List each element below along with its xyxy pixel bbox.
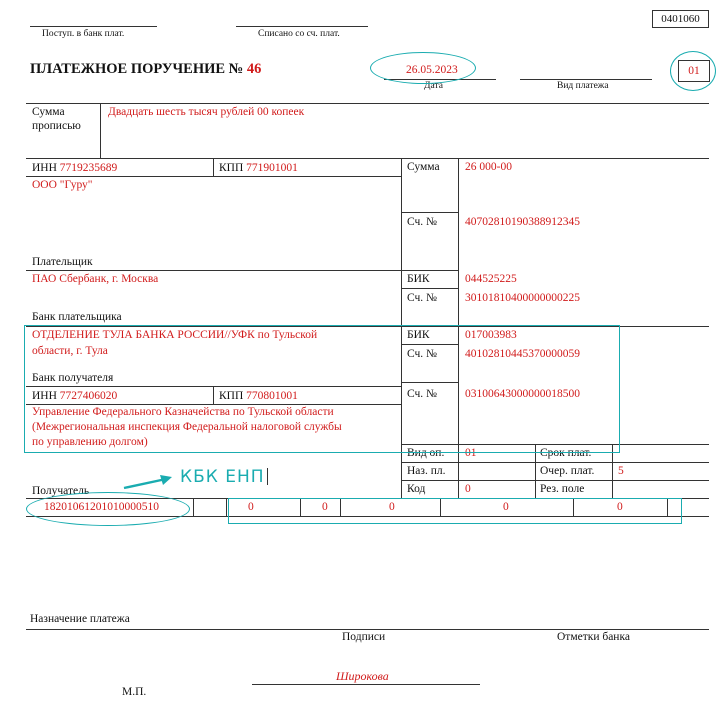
payer-bank-bik-value: 044525225 (465, 273, 517, 285)
grid-line (26, 158, 709, 159)
payer-kpp-value: 771901001 (246, 162, 298, 174)
payer-bank-label: Банк плательщика (32, 311, 122, 323)
received-line (30, 26, 157, 27)
due-label: Срок плат. (540, 447, 592, 459)
recipient-name-1: Управление Федерального Казначейства по Тульской области (32, 406, 334, 418)
sum-value: 26 000-00 (465, 161, 512, 173)
recipient-bank-account-label: Сч. № (407, 348, 438, 360)
recipient-bank-bik-value: 017003983 (465, 329, 517, 341)
kbk-value: 18201061201010000510 (44, 501, 159, 513)
tax-field-basis: 0 (322, 501, 328, 513)
payer-name: ООО "Гуру" (32, 179, 93, 191)
amount-divider (100, 103, 101, 158)
grid-line (401, 288, 458, 289)
date-highlight-oval (370, 52, 476, 84)
recipient-bank-name-2: области, г. Тула (32, 345, 108, 357)
status-highlight-circle (670, 51, 716, 91)
op-type-label: Вид оп. (407, 447, 445, 459)
payer-kpp (219, 162, 298, 174)
recipient-name-2: (Межрегиональная инспекция Федеральной налоговой службы (32, 421, 342, 433)
recipient-label: Получатель (32, 485, 90, 497)
grid-line (26, 270, 458, 271)
purpose-code-label: Наз. пл. (407, 465, 446, 477)
payer-account-label: Сч. № (407, 216, 438, 228)
status-code-box: 01 (678, 60, 710, 82)
recipient-bank-bik-label: БИК (407, 329, 430, 341)
grid-line (26, 176, 401, 177)
payer-kpp-label: КПП (219, 162, 244, 174)
tax-fields-highlight-box (228, 498, 682, 524)
kbk-highlight-oval (26, 492, 190, 526)
tax-divider (193, 498, 194, 516)
signature-line (252, 684, 480, 685)
debited-line (236, 26, 368, 27)
text-cursor (267, 468, 268, 485)
date-label: Дата (424, 81, 443, 91)
tax-field-doc-date: 0 (617, 501, 623, 513)
amount-words-label-2: прописью (32, 120, 81, 132)
recipient-inn-label: ИНН (32, 390, 57, 402)
recipient-account-label: Сч. № (407, 388, 438, 400)
grid-line (401, 212, 458, 213)
payment-type-line (520, 79, 652, 80)
payer-account-value: 40702810190388912345 (465, 216, 580, 228)
debited-label: Списано со сч. плат. (258, 29, 340, 39)
grid-line (401, 462, 709, 463)
document-number: 46 (246, 61, 262, 77)
purpose-line (26, 629, 709, 630)
tax-field-period: 0 (389, 501, 395, 513)
amount-words-label-1: Сумма (32, 106, 65, 118)
annotation-arrow (120, 472, 180, 494)
payer-inn-label: ИНН (32, 162, 57, 174)
op-type-value: 01 (465, 447, 477, 459)
form-code: 0401060 (652, 10, 709, 28)
signature: Широкова (336, 669, 389, 683)
received-label: Поступ. в банк плат. (42, 29, 125, 39)
kbk-enp-annotation (180, 467, 268, 487)
grid-line (401, 480, 709, 481)
recipient-account-value: 03100643000000018500 (465, 388, 580, 400)
code-label: Код (407, 483, 426, 495)
mp-label: М.П. (122, 686, 147, 698)
recipient-name-3: по управлению долгом) (32, 436, 148, 448)
title-text: ПЛАТЕЖНОЕ ПОРУЧЕНИЕ № (30, 61, 244, 77)
payer-label: Плательщик (32, 256, 93, 268)
priority-label: Очер. плат. (540, 465, 595, 477)
tax-field-oktmo: 0 (248, 501, 254, 513)
grid-line (213, 158, 214, 176)
recipient-bank-name-1: ОТДЕЛЕНИЕ ТУЛА БАНКА РОССИИ//УФК по Тульской (32, 329, 318, 341)
sum-label: Сумма (407, 161, 440, 173)
payment-type-label: Вид платежа (557, 81, 609, 91)
tax-divider (226, 498, 227, 516)
payer-inn (32, 162, 117, 174)
amount-top-line (26, 103, 709, 104)
payer-bank-account-value: 30101810400000000225 (465, 292, 580, 304)
priority-value: 5 (618, 465, 624, 477)
recipient-bank-account-value: 40102810445370000059 (465, 348, 580, 360)
bank-marks-label: Отметки банка (557, 631, 630, 643)
recipient-kpp-label: КПП (219, 390, 244, 402)
purpose-label: Назначение платежа (30, 613, 130, 625)
recipient-bank-highlight-box (24, 325, 620, 453)
payer-bank-name: ПАО Сбербанк, г. Москва (32, 273, 159, 285)
payer-bank-account-label: Сч. № (407, 292, 438, 304)
recipient-bank-label: Банк получателя (32, 372, 114, 384)
kbk-enp-text: КБК ЕНП (180, 467, 265, 487)
page-title (30, 61, 261, 78)
reserve-label: Рез. поле (540, 483, 585, 495)
code-value: 0 (465, 483, 471, 495)
amount-words-value: Двадцать шесть тысяч рублей 00 копеек (108, 106, 305, 118)
signatures-label: Подписи (342, 631, 386, 643)
document-date: 26.05.2023 (406, 64, 458, 76)
recipient-inn-value: 7727406020 (59, 390, 118, 402)
recipient-kpp-value: 770801001 (246, 390, 298, 402)
tax-field-doc-number: 0 (503, 501, 509, 513)
payer-inn-value: 7719235689 (59, 162, 118, 174)
payer-bank-bik-label: БИК (407, 273, 430, 285)
